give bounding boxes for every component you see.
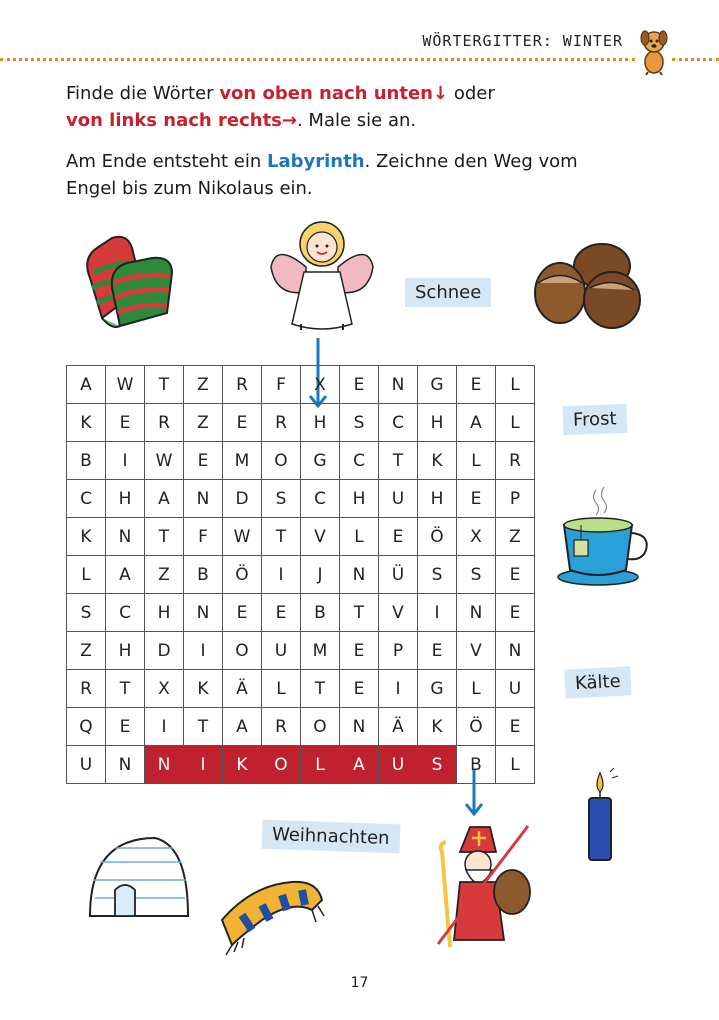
grid-cell[interactable]: I	[145, 708, 184, 746]
instruction-text: Finde die Wörter	[66, 83, 220, 104]
label-frost: Frost	[563, 404, 627, 435]
grid-cell[interactable]: A	[340, 746, 379, 784]
grid-cell[interactable]: F	[262, 366, 301, 404]
grid-cell[interactable]: Ö	[223, 556, 262, 594]
grid-cell[interactable]: C	[67, 480, 106, 518]
grid-cell[interactable]: O	[223, 632, 262, 670]
grid-cell[interactable]: B	[184, 556, 223, 594]
grid-cell[interactable]: H	[145, 594, 184, 632]
grid-cell[interactable]: R	[145, 404, 184, 442]
grid-cell[interactable]: L	[457, 670, 496, 708]
grid-cell[interactable]: L	[262, 670, 301, 708]
tea-cup-icon	[556, 485, 656, 590]
grid-cell[interactable]: R	[262, 708, 301, 746]
grid-cell[interactable]: T	[379, 442, 418, 480]
grid-cell[interactable]: N	[379, 366, 418, 404]
grid-cell[interactable]: Ä	[379, 708, 418, 746]
grid-cell[interactable]: R	[496, 442, 535, 480]
grid-cell[interactable]: N	[340, 556, 379, 594]
grid-cell[interactable]: N	[106, 518, 145, 556]
grid-cell[interactable]: J	[301, 556, 340, 594]
grid-cell[interactable]: E	[340, 670, 379, 708]
grid-cell[interactable]: I	[262, 556, 301, 594]
grid-cell[interactable]: N	[184, 594, 223, 632]
grid-cell[interactable]: T	[340, 594, 379, 632]
grid-cell[interactable]: G	[418, 366, 457, 404]
grid-cell[interactable]: I	[106, 442, 145, 480]
grid-row	[67, 366, 535, 404]
grid-cell[interactable]: R	[67, 670, 106, 708]
grid-cell[interactable]: A	[145, 480, 184, 518]
grid-cell[interactable]: L	[496, 746, 535, 784]
grid-cell[interactable]: C	[301, 480, 340, 518]
grid-cell[interactable]: H	[106, 480, 145, 518]
grid-cell[interactable]: E	[379, 518, 418, 556]
grid-cell[interactable]: H	[301, 404, 340, 442]
grid-cell[interactable]: V	[301, 518, 340, 556]
grid-cell[interactable]: E	[106, 708, 145, 746]
grid-row	[67, 442, 535, 480]
instruction-direction-down: von oben nach unten	[219, 83, 434, 104]
grid-cell[interactable]: L	[301, 746, 340, 784]
grid-cell[interactable]: U	[496, 670, 535, 708]
arrow-right-icon: →	[281, 110, 297, 131]
grid-cell[interactable]: S	[67, 594, 106, 632]
grid-cell[interactable]: K	[418, 442, 457, 480]
grid-cell[interactable]: O	[262, 442, 301, 480]
page-header-title: WÖRTERGITTER: WINTER	[422, 32, 623, 50]
instruction-labyrinth: Labyrinth	[267, 151, 365, 172]
label-kaelte: Kälte	[564, 666, 631, 698]
grid-cell[interactable]: E	[184, 442, 223, 480]
grid-row	[67, 480, 535, 518]
grid-cell[interactable]: O	[262, 746, 301, 784]
grid-cell[interactable]: N	[496, 632, 535, 670]
instruction-text: . Male sie an.	[296, 110, 417, 131]
grid-row	[67, 556, 535, 594]
instruction-direction-right: von links nach rechts	[66, 110, 282, 131]
grid-cell[interactable]: A	[106, 556, 145, 594]
grid-cell[interactable]: L	[457, 442, 496, 480]
grid-cell[interactable]: S	[457, 556, 496, 594]
grid-cell[interactable]: I	[184, 632, 223, 670]
grid-cell[interactable]: Z	[184, 366, 223, 404]
grid-cell[interactable]: M	[223, 442, 262, 480]
grid-cell[interactable]: T	[145, 366, 184, 404]
grid-cell[interactable]: Z	[496, 518, 535, 556]
grid-cell[interactable]: L	[340, 518, 379, 556]
grid-cell[interactable]: T	[106, 670, 145, 708]
header-dotted-line-right	[672, 58, 719, 61]
grid-cell[interactable]: C	[340, 442, 379, 480]
instruction-line-1	[66, 80, 495, 107]
grid-cell[interactable]: N	[457, 594, 496, 632]
grid-cell[interactable]: K	[67, 404, 106, 442]
grid-row	[67, 670, 535, 708]
grid-cell[interactable]: W	[106, 366, 145, 404]
igloo-icon	[85, 828, 193, 920]
grid-cell[interactable]: S	[262, 480, 301, 518]
grid-cell[interactable]: T	[301, 670, 340, 708]
grid-cell[interactable]: A	[223, 708, 262, 746]
grid-cell[interactable]: I	[184, 746, 223, 784]
grid-cell[interactable]: E	[262, 594, 301, 632]
scarf-icon	[212, 860, 332, 960]
grid-cell[interactable]: U	[67, 746, 106, 784]
grid-cell[interactable]: Ö	[457, 708, 496, 746]
hazelnuts-icon	[530, 238, 645, 333]
grid-cell[interactable]: G	[418, 670, 457, 708]
grid-cell[interactable]: S	[340, 404, 379, 442]
grid-cell[interactable]: E	[223, 594, 262, 632]
grid-cell[interactable]: K	[67, 518, 106, 556]
grid-cell[interactable]: H	[418, 480, 457, 518]
grid-cell[interactable]: X	[301, 366, 340, 404]
grid-cell[interactable]: L	[496, 366, 535, 404]
grid-cell[interactable]: X	[457, 518, 496, 556]
grid-cell[interactable]: T	[184, 708, 223, 746]
grid-cell[interactable]: U	[262, 632, 301, 670]
grid-cell[interactable]: T	[145, 518, 184, 556]
grid-cell[interactable]: A	[67, 366, 106, 404]
grid-cell[interactable]: X	[145, 670, 184, 708]
candle-icon	[582, 768, 622, 868]
grid-row	[67, 518, 535, 556]
grid-cell[interactable]: N	[145, 746, 184, 784]
grid-cell[interactable]: E	[496, 556, 535, 594]
grid-cell[interactable]: V	[457, 632, 496, 670]
grid-cell[interactable]: Ä	[223, 670, 262, 708]
grid-row	[67, 404, 535, 442]
grid-cell[interactable]: Z	[145, 556, 184, 594]
grid-cell[interactable]: E	[106, 404, 145, 442]
grid-cell[interactable]: N	[184, 480, 223, 518]
instruction-text: oder	[448, 83, 495, 104]
label-weihnachten: Weihnachten	[262, 820, 400, 854]
grid-cell[interactable]: E	[496, 708, 535, 746]
instruction-line-3	[66, 148, 578, 175]
gloves-icon	[72, 218, 187, 338]
grid-cell[interactable]: B	[457, 746, 496, 784]
dog-mascot-icon	[634, 26, 674, 76]
grid-cell[interactable]: Ö	[418, 518, 457, 556]
grid-cell[interactable]: W	[223, 518, 262, 556]
grid-cell[interactable]: E	[496, 594, 535, 632]
arrow-down-icon: ↓	[433, 83, 449, 104]
grid-cell[interactable]: S	[418, 746, 457, 784]
grid-cell[interactable]: M	[301, 632, 340, 670]
grid-cell[interactable]: C	[106, 594, 145, 632]
grid-cell[interactable]: H	[418, 404, 457, 442]
grid-cell[interactable]: H	[340, 480, 379, 518]
grid-cell[interactable]: B	[301, 594, 340, 632]
word-grid	[66, 365, 535, 784]
grid-cell[interactable]: A	[457, 404, 496, 442]
grid-cell[interactable]: N	[106, 746, 145, 784]
grid-cell[interactable]: K	[418, 708, 457, 746]
grid-cell[interactable]: Q	[67, 708, 106, 746]
grid-cell[interactable]: D	[145, 632, 184, 670]
label-schnee: Schnee	[405, 278, 491, 307]
grid-row	[67, 632, 535, 670]
grid-cell[interactable]: U	[379, 746, 418, 784]
grid-cell[interactable]: T	[262, 518, 301, 556]
grid-cell[interactable]: R	[223, 366, 262, 404]
grid-cell[interactable]: S	[418, 556, 457, 594]
grid-cell[interactable]: Z	[67, 632, 106, 670]
grid-cell[interactable]: I	[418, 594, 457, 632]
grid-cell[interactable]: K	[223, 746, 262, 784]
grid-cell[interactable]: Z	[184, 404, 223, 442]
grid-cell[interactable]: K	[184, 670, 223, 708]
grid-cell[interactable]: C	[379, 404, 418, 442]
grid-cell[interactable]: O	[301, 708, 340, 746]
grid-cell[interactable]: G	[301, 442, 340, 480]
grid-cell[interactable]: Ü	[379, 556, 418, 594]
grid-cell[interactable]: P	[379, 632, 418, 670]
grid-cell[interactable]: V	[379, 594, 418, 632]
instruction-line-4: Engel bis zum Nikolaus ein.	[66, 178, 313, 199]
grid-cell[interactable]: E	[457, 480, 496, 518]
grid-row	[67, 594, 535, 632]
grid-cell[interactable]: I	[379, 670, 418, 708]
grid-cell[interactable]: E	[340, 632, 379, 670]
path-arrow-down-end-icon	[464, 770, 484, 818]
grid-cell[interactable]: R	[262, 404, 301, 442]
grid-cell[interactable]: L	[496, 404, 535, 442]
grid-cell[interactable]: E	[457, 366, 496, 404]
grid-cell[interactable]: L	[67, 556, 106, 594]
grid-row	[67, 708, 535, 746]
grid-cell[interactable]: E	[418, 632, 457, 670]
instruction-line-2	[66, 107, 416, 134]
grid-cell[interactable]: D	[223, 480, 262, 518]
header-dotted-line	[0, 58, 635, 61]
grid-cell[interactable]: P	[496, 480, 535, 518]
nikolaus-icon	[430, 822, 540, 952]
instruction-text: Am Ende entsteht ein	[66, 151, 268, 172]
grid-cell[interactable]: W	[145, 442, 184, 480]
grid-cell[interactable]: N	[340, 708, 379, 746]
grid-cell[interactable]: E	[340, 366, 379, 404]
angel-icon	[266, 212, 378, 334]
grid-cell[interactable]: U	[379, 480, 418, 518]
page-number: 17	[350, 975, 369, 991]
instruction-text: . Zeichne den Weg vom	[364, 151, 578, 172]
grid-cell[interactable]: B	[67, 442, 106, 480]
grid-cell[interactable]: H	[106, 632, 145, 670]
grid-cell[interactable]: E	[223, 404, 262, 442]
grid-cell[interactable]: F	[184, 518, 223, 556]
